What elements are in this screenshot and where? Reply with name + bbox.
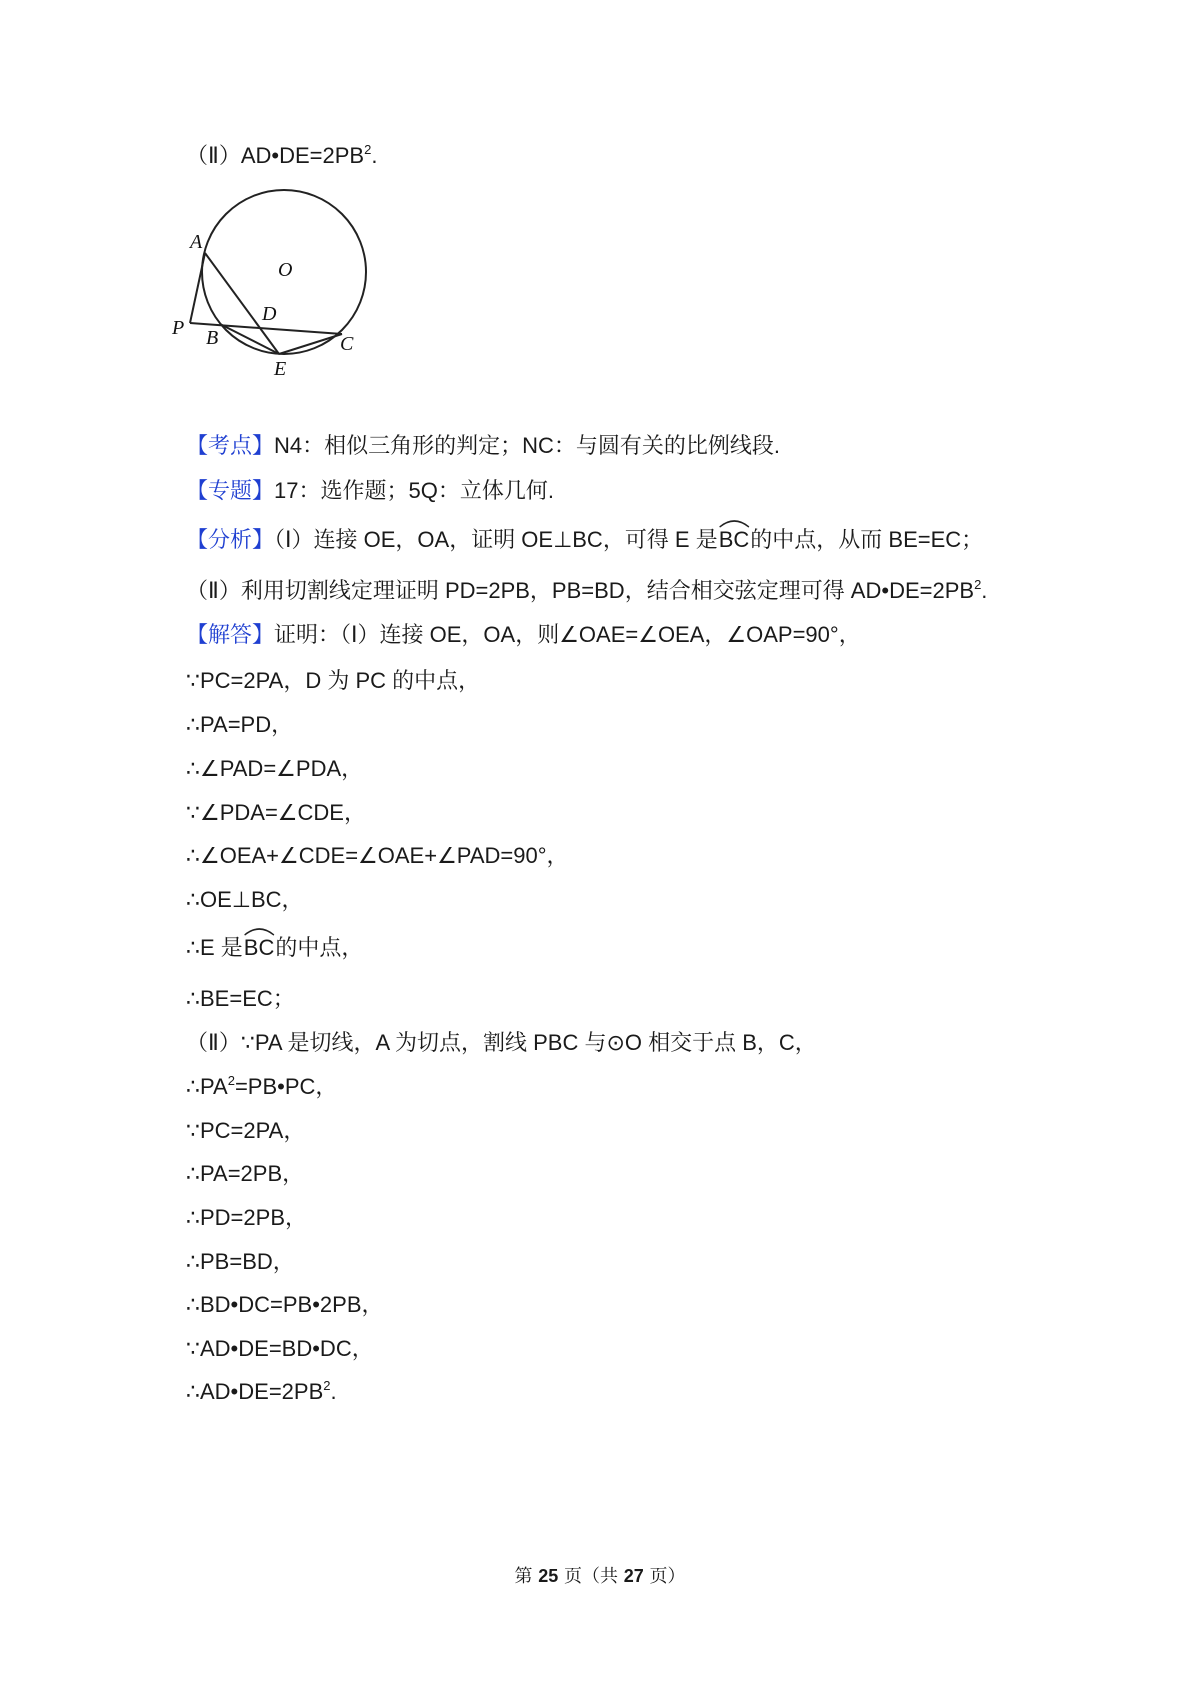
proof-step: ∴OE⊥BC， <box>186 887 304 912</box>
section-tag: 【分析】 <box>186 527 275 552</box>
label-p: P <box>172 317 185 339</box>
proof-step: ∵AD•DE=BD•DC， <box>186 1336 374 1361</box>
proof-step: ∵PC=2PA， <box>186 1118 306 1143</box>
proof-step: ∴PD=2PB， <box>186 1205 307 1230</box>
text: （Ⅱ）利用切割线定理证明 PD=2PB，PB=BD，结合相交弦定理可得 AD•DE=2PB <box>186 578 975 603</box>
text: . <box>371 143 378 168</box>
line-ec <box>279 334 342 354</box>
superscript: 2 <box>323 1378 331 1393</box>
text: =PB•PC， <box>234 1074 338 1099</box>
jieda-line <box>186 621 861 649</box>
proof-step: ∴∠OEA+∠CDE=∠OAE+∠PAD=90°， <box>186 843 569 868</box>
label-b: B <box>206 327 219 349</box>
text: （Ⅱ）AD•DE=2PB <box>186 143 365 168</box>
label-d: D <box>262 303 277 325</box>
proof-step: ∴PA=2PB， <box>186 1161 305 1186</box>
proof-step <box>186 1073 337 1101</box>
page-number: 25 <box>538 1566 559 1586</box>
superscript: 2 <box>227 1073 235 1088</box>
label-c: C <box>340 333 354 355</box>
total-pages: 27 <box>623 1566 644 1586</box>
label-a: A <box>190 231 203 253</box>
text: 的中点，从而 BE=EC； <box>750 527 984 552</box>
zhuanti-line <box>186 477 554 505</box>
proof-step: ∴PB=BD， <box>186 1249 295 1274</box>
superscript: 2 <box>974 577 982 592</box>
proof-step: ∴∠PAD=∠PDA， <box>186 756 364 781</box>
section-tag: 【解答】 <box>186 622 275 647</box>
text: 17：选作题；5Q：立体几何. <box>274 478 554 503</box>
proof-step: ∴PA=PD， <box>186 712 294 737</box>
arc-icon <box>718 518 751 528</box>
arc-label: BC <box>718 527 750 552</box>
text: ∴E 是 <box>186 935 243 960</box>
superscript: 2 <box>364 142 372 157</box>
text: （Ⅰ）连接 OE，OA，证明 OE⊥BC，可得 E 是 <box>274 527 718 552</box>
fenxi-line <box>186 526 983 554</box>
text: N4：相似三角形的判定；NC：与圆有关的比例线段. <box>274 433 781 458</box>
proof-step: ∵∠PDA=∠CDE， <box>186 800 366 825</box>
proof-step: ∵PC=2PA，D 为 PC 的中点， <box>186 668 481 693</box>
proof-step <box>186 934 363 962</box>
text: 证明：（Ⅰ）连接 OE，OA，则∠OAE=∠OEA，∠OAP=90°， <box>274 622 861 647</box>
text: ∴AD•DE=2PB <box>186 1379 324 1404</box>
arc-notation <box>243 934 276 962</box>
proof-step: ∴BD•DC=PB•2PB， <box>186 1292 384 1317</box>
fenxi-line-2 <box>186 577 987 605</box>
circle-diagram <box>172 200 400 400</box>
footer-text: 页） <box>643 1566 686 1587</box>
text: ∴PA <box>186 1074 228 1099</box>
text: . <box>330 1379 337 1404</box>
footer-text: 页（共 <box>558 1566 624 1587</box>
part-ii-goal <box>186 142 377 170</box>
proof-step: （Ⅱ）∵PA 是切线，A 为切点，割线 PBC 与⊙O 相交于点 B，C， <box>186 1030 817 1055</box>
label-o: O <box>278 259 293 281</box>
proof-conclusion <box>186 1378 337 1406</box>
text: 的中点， <box>275 935 364 960</box>
arc-notation <box>718 526 751 554</box>
kaodian-line <box>186 432 780 460</box>
footer-text: 第 <box>514 1566 539 1587</box>
section-tag: 【专题】 <box>186 478 275 503</box>
arc-icon <box>243 926 276 936</box>
geometry-figure <box>172 200 400 405</box>
proof-step: ∴BE=EC； <box>186 986 295 1011</box>
label-e: E <box>274 358 287 380</box>
text: . <box>981 578 988 603</box>
page-footer <box>0 1562 1200 1588</box>
arc-label: BC <box>243 935 275 960</box>
section-tag: 【考点】 <box>186 433 275 458</box>
